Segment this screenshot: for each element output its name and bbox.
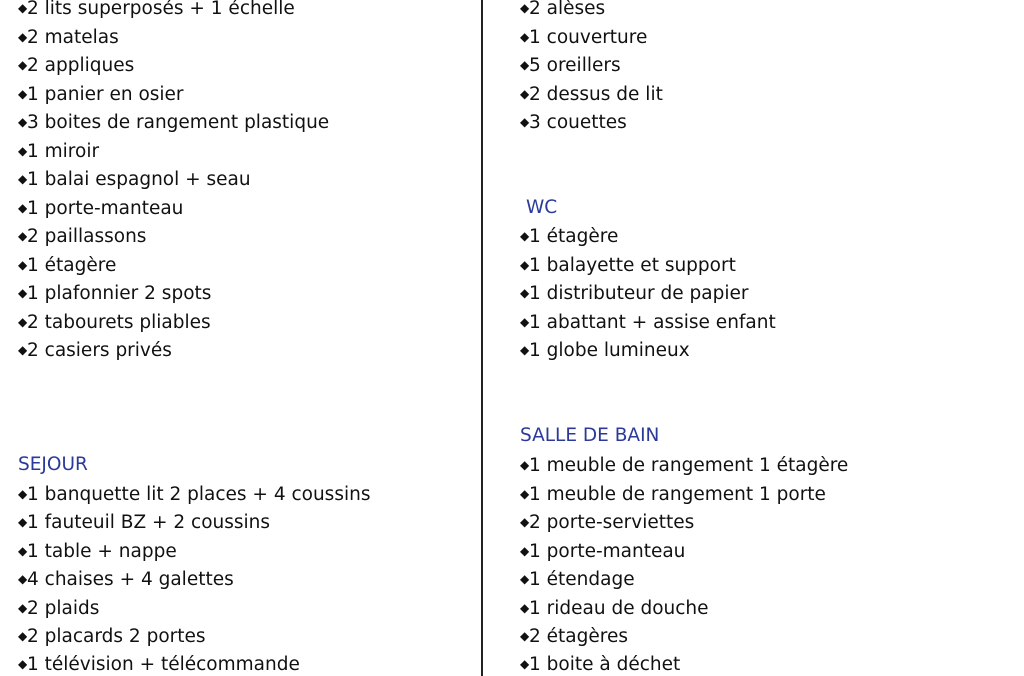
section-heading-salle-de-bain: SALLE DE BAIN (520, 425, 660, 446)
list-item: ◆1 balai espagnol + seau (18, 169, 251, 190)
list-item: ◆1 étendage (520, 569, 635, 590)
list-item: ◆2 appliques (18, 55, 135, 76)
bullet-icon: ◆ (520, 258, 530, 272)
list-item: ◆2 casiers privés (18, 340, 172, 361)
bullet-icon: ◆ (18, 30, 28, 44)
bullet-icon: ◆ (18, 258, 28, 272)
bullet-icon: ◆ (520, 601, 530, 615)
list-item: ◆2 porte-serviettes (520, 512, 695, 533)
list-item: ◆1 télévision + télécommande (18, 654, 300, 675)
bullet-icon: ◆ (18, 115, 28, 129)
bullet-icon: ◆ (18, 487, 28, 501)
list-item: ◆1 couverture (520, 27, 648, 48)
list-item: ◆3 boites de rangement plastique (18, 112, 330, 133)
bullet-icon: ◆ (18, 515, 28, 529)
bullet-icon: ◆ (18, 657, 28, 671)
bullet-icon: ◆ (520, 315, 530, 329)
list-item: ◆1 banquette lit 2 places + 4 coussins (18, 484, 371, 505)
list-item: ◆1 rideau de douche (520, 598, 709, 619)
list-item: ◆2 tabourets pliables (18, 312, 211, 333)
bullet-icon: ◆ (520, 487, 530, 501)
list-item: ◆1 abattant + assise enfant (520, 312, 776, 333)
bullet-icon: ◆ (18, 1, 28, 15)
bullet-icon: ◆ (18, 286, 28, 300)
section-heading-wc: WC (526, 197, 558, 218)
list-item: ◆1 porte-manteau (18, 198, 184, 219)
bullet-icon: ◆ (18, 601, 28, 615)
list-item: ◆2 matelas (18, 27, 119, 48)
column-divider (481, 0, 483, 676)
list-item: ◆1 étagère (18, 255, 117, 276)
bullet-icon: ◆ (520, 115, 530, 129)
bullet-icon: ◆ (520, 629, 530, 643)
list-item: ◆1 meuble de rangement 1 porte (520, 484, 826, 505)
list-item: ◆1 globe lumineux (520, 340, 690, 361)
bullet-icon: ◆ (18, 572, 28, 586)
bullet-icon: ◆ (520, 229, 530, 243)
bullet-icon: ◆ (18, 144, 28, 158)
bullet-icon: ◆ (18, 229, 28, 243)
list-item: ◆1 balayette et support (520, 255, 736, 276)
bullet-icon: ◆ (520, 572, 530, 586)
list-item: ◆3 couettes (520, 112, 627, 133)
list-item: ◆1 boite à déchet (520, 654, 681, 675)
bullet-icon: ◆ (520, 458, 530, 472)
bullet-icon: ◆ (18, 201, 28, 215)
list-item: ◆2 étagères (520, 626, 628, 647)
bullet-icon: ◆ (520, 544, 530, 558)
list-item: ◆1 distributeur de papier (520, 283, 749, 304)
list-item: ◆1 meuble de rangement 1 étagère (520, 455, 849, 476)
list-item: ◆2 dessus de lit (520, 84, 663, 105)
bullet-icon: ◆ (520, 657, 530, 671)
bullet-icon: ◆ (520, 286, 530, 300)
bullet-icon: ◆ (520, 1, 530, 15)
section-heading-sejour: SEJOUR (18, 454, 88, 475)
list-item: ◆2 alèses (520, 0, 605, 20)
bullet-icon: ◆ (520, 87, 530, 101)
bullet-icon: ◆ (18, 172, 28, 186)
bullet-icon: ◆ (18, 343, 28, 357)
list-item: ◆1 table + nappe (18, 541, 177, 562)
bullet-icon: ◆ (520, 30, 530, 44)
bullet-icon: ◆ (18, 629, 28, 643)
list-item: ◆1 miroir (18, 141, 100, 162)
list-item: ◆5 oreillers (520, 55, 621, 76)
list-item: ◆2 paillassons (18, 226, 147, 247)
bullet-icon: ◆ (18, 58, 28, 72)
bullet-icon: ◆ (520, 58, 530, 72)
list-item: ◆1 plafonnier 2 spots (18, 283, 212, 304)
list-item: ◆2 lits superposés + 1 échelle (18, 0, 295, 20)
list-item: ◆1 étagère (520, 226, 619, 247)
list-item: ◆4 chaises + 4 galettes (18, 569, 234, 590)
bullet-icon: ◆ (18, 544, 28, 558)
list-item: ◆1 porte-manteau (520, 541, 686, 562)
list-item: ◆1 fauteuil BZ + 2 coussins (18, 512, 271, 533)
list-item: ◆2 placards 2 portes (18, 626, 206, 647)
bullet-icon: ◆ (18, 315, 28, 329)
bullet-icon: ◆ (18, 87, 28, 101)
bullet-icon: ◆ (520, 343, 530, 357)
list-item: ◆1 panier en osier (18, 84, 184, 105)
bullet-icon: ◆ (520, 515, 530, 529)
list-item: ◆2 plaids (18, 598, 100, 619)
